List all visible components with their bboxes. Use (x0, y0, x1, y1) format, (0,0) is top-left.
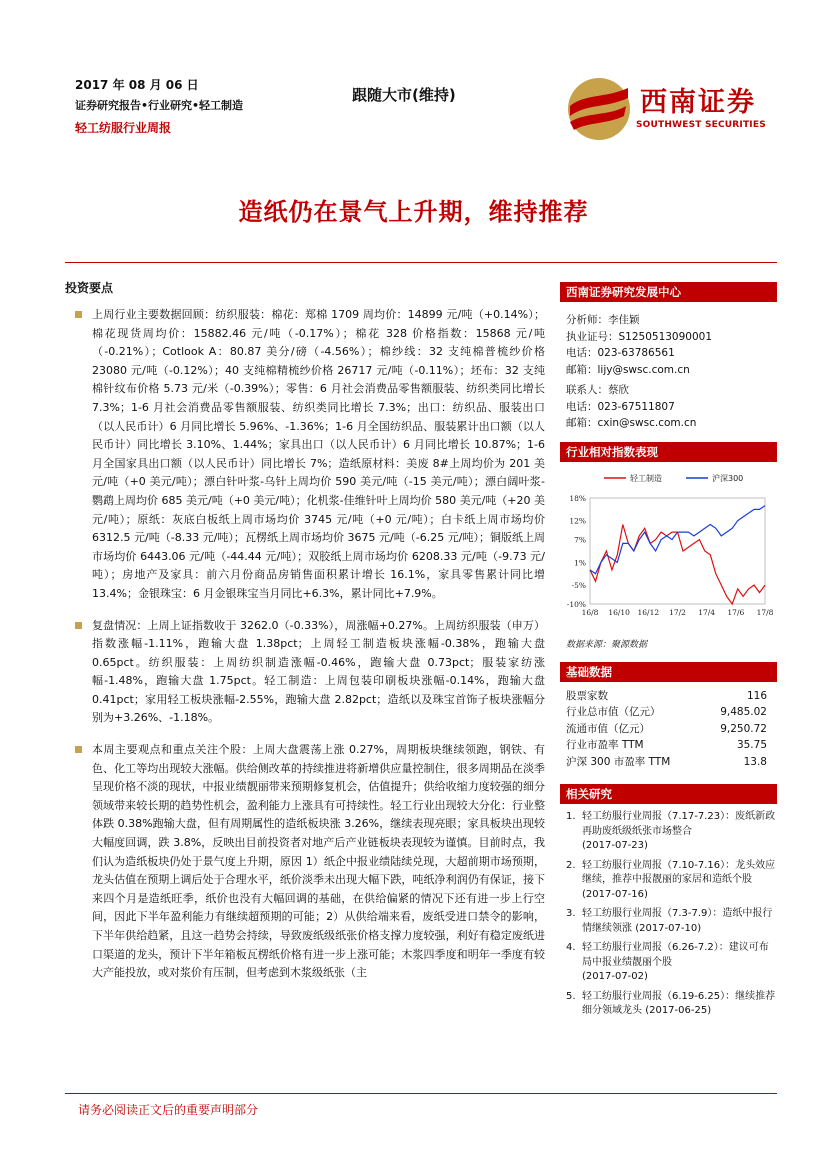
y-tick-label: 1% (574, 557, 586, 567)
table-row (560, 704, 777, 721)
bullet-icon (75, 746, 82, 753)
data-source: 数据来源：聚源数据 (566, 639, 648, 650)
item-date: (2017-06-25) (645, 1005, 712, 1016)
phone-number: 023-67511807 (597, 400, 675, 413)
research-center-bar: 西南证券研究发展中心 (560, 282, 777, 302)
bullet-icon (75, 311, 82, 318)
analyst-name: 李佳颖 (608, 314, 640, 326)
item-date: (2017-07-02) (582, 971, 648, 982)
item-date: (2017-07-16) (582, 888, 648, 900)
list-item[interactable] (560, 990, 777, 1019)
row-label: 行业总市值（亿元） (566, 706, 661, 718)
phone-label: 电话： (566, 400, 598, 413)
report-type: 证券研究报告•行业研究•轻工制造 (75, 99, 244, 112)
y-tick-label: -10% (566, 599, 586, 609)
legend-label: 沪深300 (712, 473, 744, 483)
x-tick-label: 16/10 (608, 607, 630, 617)
table-row (560, 737, 777, 754)
item-date: (2017-07-23) (582, 840, 648, 851)
paragraph-weekly-view (65, 741, 545, 983)
index-line-chart (560, 462, 777, 637)
paragraph-text: 上周行业主要数据回顾：纺织服装：棉花：郑棉 1709 周均价：14899 元/吨（+0.14%）；棉花现货周均价：15882.46 元/吨（-0.17%）；棉花 328 价格指数：15868 元/吨（-0.21%）；Cotlook A：80.87 美分/磅（-4.56%）；棉纱线：32 支纯棉普梳纱价格 23080 元/吨（-0.12%）；40 支纯棉精梳纱价格 26717 元/吨（-0.11%）；坯布：32 支纯棉针纹布价格 5.73 元/米（-0.39%）；零售：6 月社会消费品零售额服装、纺织类同比增长 7.3%；1-6 月社会消费品零售额服装、纺织类同比增长 7.3%；出口：纺织品、服装出口（以人民币计）6 月同比增长 5.96%、-1.36%；1-6 月全国纺织品、服装累计出口额（以人民币计）同比增长 3.10%、1.44%；家具出口（以人民币计）6 月同比增长 10.87%；1-6 月全国家具出口额（以人民币计）同比增长 7%；造纸原材料：美废 8#上周均价为 201 美元/吨（+0 美元/吨）；漂白针叶浆-乌针上周均价 590 美元/吨（-15 美元/吨）；漂白阔叶浆-鹦鹉上周均价 685 美元/吨（+0 美元/吨）；化机浆-佳维针叶上周均价 580 美元/吨（+20 美元/吨）；原纸：灰底白板纸上周市场均价 3745 元/吨（+0 元/吨）；白卡纸上周市场均价 6312.5 元/吨（-8.33 元/吨）；瓦楞纸上周市场均价 3675 元/吨（-6.25 元/吨）；铜版纸上周市场均价 6443.06 元/吨（-44.44 元/吨）；双胶纸上周市场均价 6208.33 元/吨（-9.73 元/吨）；房地产及家具：前六月份商品房销售面积累计增长 16.1%，家具零售累计同比增 13.4%；金银珠宝：6 月金银珠宝当月同比+6.3%，累计同比+7.9%。 (92, 308, 545, 600)
divider (65, 1093, 777, 1094)
x-tick-label: 16/8 (581, 607, 599, 617)
x-tick-label: 17/8 (756, 607, 774, 617)
legend-label: 轻工制造 (630, 473, 662, 483)
footer-disclaimer: 请务必阅读正文后的重要声明部分 (78, 1103, 259, 1117)
table-row (560, 688, 777, 705)
paragraph-text: 本周主要观点和重点关注个股：上周大盘震荡上涨 0.27%，周期板块继续领跑，钢铁、有色、化工等均出现较大涨幅。供给侧改革的持续推进将新增供应量控制住，很多周期品在淡季呈现价格不淡的现状，中报业绩靓丽带来预期修复机会，估值提升；供给收缩力度较强的细分领域带来较长期的趋势性机会，盈利能力上涨具有可持续性。轻工行业出现较大分化：行业整体跌 0.38%跑输大盘，但有周期属性的造纸板块涨 3.26%，继续表现亮眼；家具板块出现较大幅度回调，跌 3.8%，反映出目前投资者对地产后产业链板块表现较为谨慎。目前时点，我们认为造纸板块仍处于景气度上升期，原因 1）纸企中报业绩陆续兑现，大超前期市场预期，龙头估值在预期上调后处于合理水平，纸价淡季未出现大幅下跌，吨纸净利润仍有保证，接下来四个月是造纸旺季，纸价也没有大幅回调的基础，在供给偏紧的情况下还有进一步上行空间，因此下半年盈利能力有继续超预期的可能；2）从供给端来看，废纸受进口禁令的影响，下半年供给趋紧，且这一趋势会持续，导致废纸级纸张价格支撑力度较强，利好有稳定废纸进口渠道的龙头，预计下半年箱板瓦楞纸价格有进一步上涨可能；木浆四季度和明年一季度有较大产能投放，或对浆价有压制，但考虑到木浆级纸张（主 (92, 743, 545, 980)
table-row (560, 721, 777, 738)
divider (65, 262, 777, 263)
x-tick-label: 16/12 (637, 607, 660, 617)
contact-label: 联系人： (566, 384, 608, 396)
y-tick-label: 12% (569, 516, 586, 526)
x-tick-label: 17/4 (698, 607, 716, 617)
phone-number: 023-63786561 (597, 347, 675, 359)
item-date: (2017-07-10) (635, 922, 702, 934)
item-number: 1. (566, 811, 576, 822)
row-value: 13.8 (743, 755, 767, 768)
paragraph-text: 复盘情况：上周上证指数收于 3262.0（-0.33%），周涨幅+0.27%。上周纺织服装（申万）指数涨幅-1.11%，跑输大盘 1.38pct；上周轻工制造板块涨幅-0.38%，跑输大盘 0.65pct。纺织服装：上周纺织制造涨幅-0.46%，跑输大盘 0.73pct；服装家纺涨幅-1.48%，跑输大盘 1.75pct。轻工制造：上周包装印刷板块涨幅-0.14%，跑输大盘 0.41pct；家用轻工板块涨幅-2.55%，跑输大盘 2.82pct；造纸以及珠宝首饰子板块涨幅分别为+3.26%、-1.18%。 (92, 618, 545, 725)
sidebar (560, 282, 777, 1024)
table-row (560, 754, 777, 771)
row-value: 9,250.72 (720, 722, 767, 735)
analyst-info (560, 302, 777, 438)
index-chart-bar: 行业相对指数表现 (560, 442, 777, 462)
email-address[interactable]: cxin@swsc.com.cn (597, 417, 697, 429)
email-label: 邮箱： (566, 417, 598, 429)
item-number: 3. (566, 908, 576, 919)
list-item[interactable] (560, 859, 777, 903)
row-label: 沪深 300 市盈率 TTM (566, 755, 671, 768)
report-title: 造纸仍在景气上升期，维持推荐 (238, 198, 589, 226)
list-item[interactable] (560, 941, 777, 985)
item-number: 4. (566, 942, 576, 953)
item-number: 2. (566, 859, 576, 871)
y-tick-label: -5% (571, 580, 586, 590)
row-label: 行业市盈率 TTM (566, 739, 644, 751)
item-text: 轻工纺服行业周报（7.17-7.23）：废纸新政再助废纸级纸张市场整合 (582, 811, 776, 837)
basic-data-table (560, 688, 777, 771)
email-label: 邮箱： (566, 363, 598, 376)
email-address[interactable]: lijy@swsc.com.cn (597, 363, 690, 376)
related-research-bar: 相关研究 (560, 784, 777, 804)
item-text: 轻工纺服行业周报（7.10-7.16）：龙头效应继续，推荐中报靓丽的家居和造纸个股 (582, 859, 776, 885)
item-text: 轻工纺服行业周报（6.19-6.25）：继续推荐细分领域龙头 (582, 990, 776, 1016)
phone-label: 电话： (566, 347, 598, 359)
license-label: 执业证号： (566, 330, 619, 343)
list-item[interactable] (560, 810, 777, 854)
report-name: 轻工纺服行业周报 (75, 121, 172, 135)
paragraph-data-review (65, 306, 545, 604)
paragraph-market-review (65, 617, 545, 729)
index-chart (560, 462, 777, 637)
series-line (590, 524, 765, 604)
report-date: 2017 年 08 月 06 日 (75, 78, 199, 92)
bullet-icon (75, 622, 82, 629)
list-item[interactable] (560, 907, 777, 936)
related-research-list (560, 804, 777, 1019)
item-text: 轻工纺服行业周报（6.26-7.2）：建议可布局中报业绩靓丽个股 (582, 942, 769, 968)
company-name-en: SOUTHWEST SECURITIES (636, 120, 766, 130)
company-logo-icon (566, 76, 632, 142)
contact-name: 蔡欣 (608, 384, 629, 396)
row-label: 股票家数 (566, 689, 608, 702)
analyst-label: 分析师： (566, 314, 608, 326)
license-number: S1250513090001 (618, 330, 713, 343)
y-tick-label: 18% (569, 493, 586, 503)
row-value: 116 (746, 689, 767, 702)
rating: 跟随大市(维持) (352, 86, 456, 104)
basic-data-bar: 基础数据 (560, 662, 777, 682)
y-tick-label: 7% (574, 535, 586, 545)
company-name-cn: 西南证券 (640, 87, 756, 118)
x-tick-label: 17/2 (669, 607, 686, 617)
plot-area (590, 498, 765, 604)
row-value: 9,485.02 (720, 706, 767, 718)
investment-highlights (65, 275, 545, 996)
row-label: 流通市值（亿元） (566, 722, 650, 735)
item-number: 5. (566, 990, 576, 1002)
x-tick-label: 17/6 (727, 607, 745, 617)
series-line (590, 505, 765, 573)
row-value: 35.75 (736, 739, 767, 751)
section-title: 投资要点 (65, 281, 114, 295)
item-text: 轻工纺服行业周报（7.3-7.9）：造纸中报行情继续领涨 (582, 908, 773, 934)
